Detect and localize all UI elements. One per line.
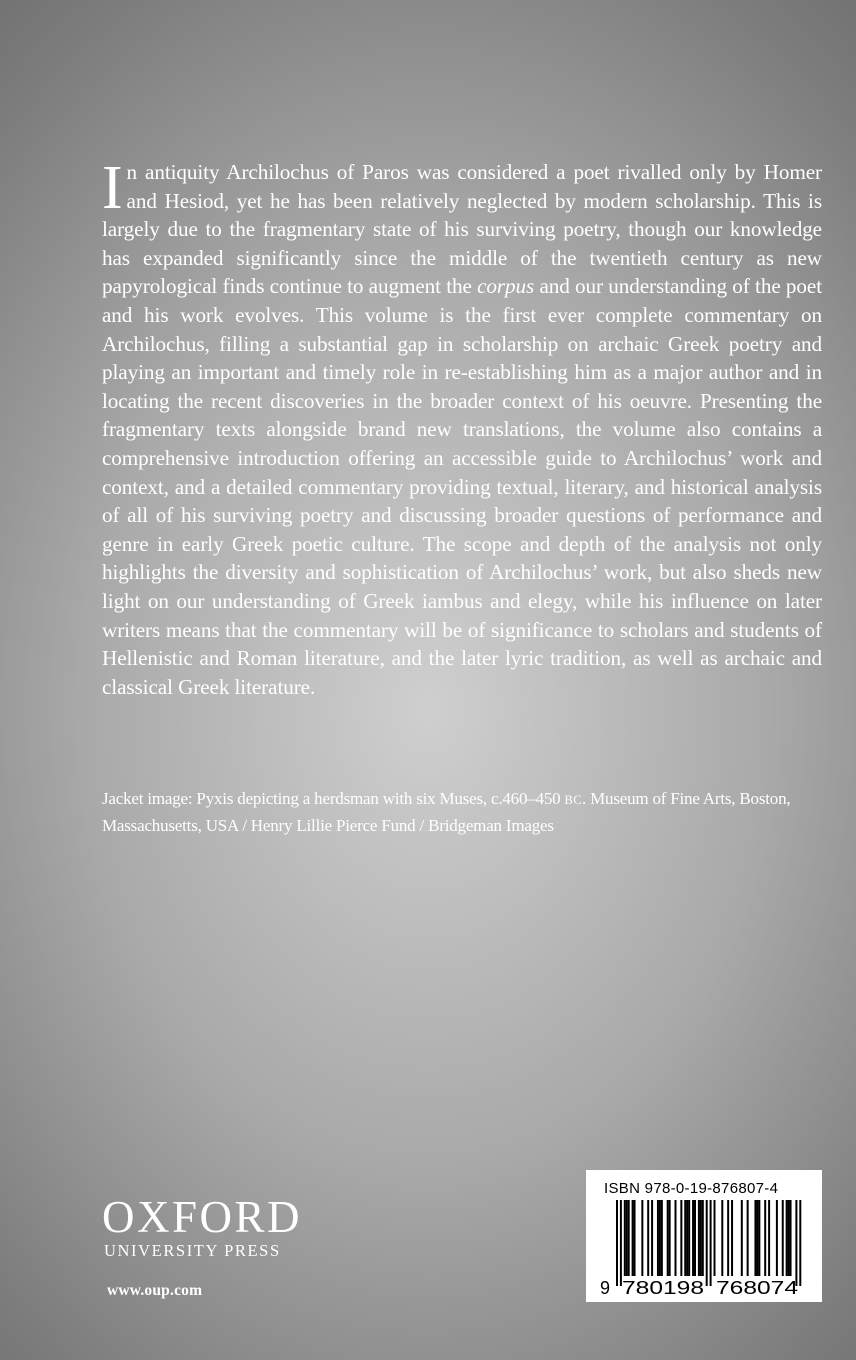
barcode-bar [634,1200,636,1276]
barcode-bar [786,1200,788,1276]
credit-text: Jacket image: Pyxis depicting a herdsman with six Muses, c.460–450 [102,789,565,808]
barcode-bar [651,1200,653,1276]
barcode-bar [624,1200,626,1276]
barcode-bar [694,1200,696,1276]
barcode-bar [675,1200,677,1276]
barcode-guard-bar [620,1200,622,1286]
publisher-url: www.oup.com [107,1282,203,1299]
publisher-name: OXFORD [102,1192,303,1242]
barcode-bar [686,1200,688,1276]
barcode-bar [731,1200,733,1276]
barcode-bar [721,1200,723,1276]
drop-cap: I [102,154,123,222]
barcode-bar [661,1200,663,1276]
barcode-bar [628,1200,630,1276]
publisher-subtitle: UNIVERSITY PRESS [104,1241,281,1260]
barcode-bar [659,1200,661,1276]
barcode-bar [641,1200,643,1276]
barcode-bar [698,1200,700,1276]
publisher-logo [102,1192,303,1261]
barcode-lead-digit: 9 [600,1278,611,1298]
jacket-image-credit [102,786,832,839]
barcode-guard-bar [706,1200,708,1286]
barcode-guard-bar [616,1200,618,1286]
barcode-bar [782,1200,784,1276]
barcode-bar [764,1200,766,1276]
isbn-label: ISBN 978-0-19-876807-4 [604,1180,779,1197]
isbn-barcode [586,1170,822,1302]
credit-text-continued: . Museum of Fine Arts, Boston, Massachusetts, USA / Henry Lillie Pierce Fund / Bridgeman Images [102,789,791,835]
barcode-bar [714,1200,716,1276]
description-text: n antiquity Archilochus of Paros was considered a poet rivalled only by Homer and Hesiod, yet he has been relatively neglected by modern scholarship. This is largely due to the fragmentary state of his surviving poetry, though our knowledge has expanded significantly since the middle of the twentieth century as new papyrological finds continue to augment the [102,160,822,299]
barcode-bar [790,1200,792,1276]
barcode-right-digits: 768074 [716,1278,798,1298]
barcode-bar [788,1200,790,1276]
barcode-bar [680,1200,682,1276]
barcode-bar [756,1200,758,1276]
barcode-bar [657,1200,659,1276]
barcode-left-digits: 780198 [622,1278,704,1298]
book-description [102,154,822,701]
barcode-bar [647,1200,649,1276]
barcode-bar [626,1200,628,1276]
barcode-guard-bar [710,1200,712,1286]
barcode-bar [684,1200,686,1276]
barcode-bar [754,1200,756,1276]
barcode-bar [702,1200,704,1276]
barcode-bars [616,1200,801,1286]
description-text-continued: and our understanding of the poet and his work evolves. This volume is the first ever complete commentary on Archilochus, filling a substantial gap in scholarship on archaic Greek poetry and playing an important and timely role in re-establishing him as a major author and in locating the recent discoveries in the broader context of his oeuvre. Presenting the fragmentary texts alongside brand new translations, the volume also contains a comprehensive introduction offering an accessible guide to Archilochus’ work and context, and a detailed commentary providing textual, literary, and historical analysis of all of his surviving poetry and discussing broader questions of performance and genre in early Greek poetic culture. The scope and depth of the analysis not only highlights the diversity and sophistication of Archilochus’ work, but also sheds new light on our understanding of Greek iambus and elegy, while his influence on later writers means that the commentary will be of significance to scholars and students of Hellenistic and Roman literature, and the later lyric tradition, as well as archaic and classical Greek literature. [102,274,822,699]
description-italic-word: corpus [477,274,535,299]
barcode-bar [667,1200,669,1276]
barcode-bar [700,1200,702,1276]
barcode-bar [776,1200,778,1276]
barcode-bar [688,1200,690,1276]
barcode-bar [768,1200,770,1276]
barcode-bar [692,1200,694,1276]
barcode-bar [632,1200,634,1276]
barcode-bar [727,1200,729,1276]
barcode-guard-bar [795,1200,797,1286]
credit-era: BC [564,793,583,807]
barcode-guard-bar [799,1200,801,1286]
barcode-bar [741,1200,743,1276]
barcode-bar [758,1200,760,1276]
barcode-graphic [586,1170,822,1302]
barcode-bar [747,1200,749,1276]
barcode-bar [669,1200,671,1276]
